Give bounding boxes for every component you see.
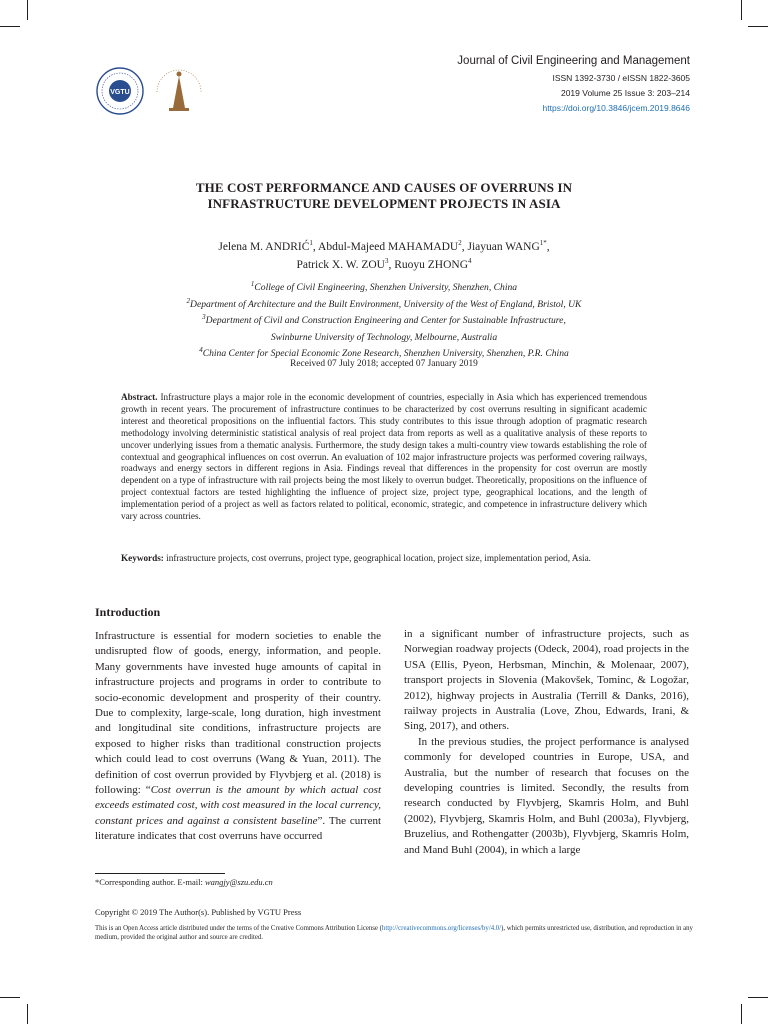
affiliation-sup: 2 [186, 296, 191, 305]
author-name: Abdul-Majeed MAHAMADU [318, 240, 459, 253]
license-pre: This is an Open Access article distributed under the terms of the Creative Commons Attribution License ( [95, 925, 382, 932]
title-line-2: INFRASTRUCTURE DEVELOPMENT PROJECTS IN ASIA [207, 196, 561, 211]
authors-line-2 [0, 254, 768, 272]
crop-mark [0, 997, 20, 998]
affiliation-text: College of Civil Engineering, Shenzhen University, Shenzhen, China [254, 282, 518, 294]
academy-logo [151, 64, 207, 120]
body-paragraph: in a significant number of infrastructure projects, such as Norwegian roadway projects (Odeck, 2004), road projects in the USA (Ellis, Pyeon, Herbsman, Minchin, & Molenaar, 2007), transport projects in Slovenia (Makovšek, Tominc, & Logožar, 2012), highway projects in Australia (Terrill & Danks, 2016), railway projects in Australia (Love, Zhou, Edwards, Irani, & Sing, 2017), and others. [404, 628, 689, 733]
author-affil-sup: 2 [458, 239, 462, 247]
license-link[interactable]: http://creativecommons.org/licenses/by/4.0/ [381, 925, 502, 932]
affiliation-sup: 4 [199, 346, 203, 355]
affiliation [0, 295, 768, 312]
corresponding-label: *Corresponding author. E-mail: [95, 877, 203, 887]
author-name: Ruoyu ZHONG [394, 258, 469, 271]
affiliation-text: Department of Architecture and the Built Environment, University of the West of England, Bristol, UK [190, 298, 582, 310]
crop-mark [27, 0, 28, 20]
received-dates: Received 07 July 2018; accepted 07 January 2019 [290, 359, 478, 369]
authors-line-1 [0, 236, 768, 254]
crop-mark [748, 26, 768, 27]
author-name: Patrick X. W. ZOU [296, 258, 385, 271]
corresponding-email[interactable]: wangjy@szu.edu.cn [205, 877, 273, 887]
paper-title [0, 180, 768, 212]
abstract [121, 392, 647, 523]
affiliation [0, 311, 768, 328]
doi-link[interactable]: https://doi.org/10.3846/jcem.2019.8646 [542, 103, 690, 113]
affiliation-text: Swinburne University of Technology, Melbourne, Australia [270, 331, 498, 343]
affiliation-sup: 1 [250, 280, 255, 288]
author-sep: , [312, 240, 319, 253]
body-column-right [404, 627, 689, 858]
crop-mark [748, 997, 768, 998]
author-sep: , [388, 258, 395, 271]
crop-mark [741, 0, 742, 20]
license-post: ), which permits unrestricted use, distribution, and reproduction in any medium, provided the original author and source are credited. [95, 925, 693, 941]
keywords [121, 553, 647, 565]
footnote-rule [95, 873, 225, 874]
author-affil-sup: 1 [309, 239, 313, 247]
author-name: Jelena M. ANDRIĆ [218, 240, 310, 253]
section-heading: Introduction [95, 605, 161, 619]
author-list [0, 236, 768, 272]
author-sep: , [461, 240, 468, 253]
body-column-left [95, 629, 381, 845]
body-paragraph: In the previous studies, the project performance is analysed commonly for developed countries in Europe, USA, and Australia, but the number of research that focuses on the developing countries is limited. Secondly, the results from research conducted by Flyvbjerg, Skamris Holm, and Buhl (2002), Flyvbjerg, Skamris Holm, and Buhl (2003a), Flyvbjerg, Bruzelius, and Rothengatter (2003b), Flyvbjerg, Skamris Holm, and Mand Buhl (2004), in which a large [404, 735, 689, 856]
abstract-label: Abstract. [121, 392, 158, 402]
copyright-line: Copyright © 2019 The Author(s). Published by VGTU Press [95, 907, 302, 917]
body-text: Infrastructure is essential for modern societies to enable the undisrupted flow of goods, energy, information, and people. Many governments have invested huge amounts of capital in infrastructure projects and programs in order to contribute to socio-economic development and prosperity of their country. Due to complexity, large-scale, long duration, high investment and longitudinal site conditions, infrastructure projects are exposed to higher risks than traditional construction projects which could lead to cost overruns (Wang & Yuan, 2011). The definition of cost overrun provided by Flyvbjerg et al. (2018) is following: “ [95, 630, 381, 797]
title-line-1: THE COST PERFORMANCE AND CAUSES OF OVERRUNS IN [195, 180, 573, 195]
journal-volume: 2019 Volume 25 Issue 3: 203–214 [560, 88, 690, 98]
author-affil-sup: 4 [468, 256, 472, 265]
abstract-text: Infrastructure plays a major role in the economic development of countries, especially in Asia which has experienced tremendous growth in recent years. The procurement of infrastructure continues to be characterized by cost overruns resulting in significant academic interest and theoretical propositions on the influential factors. This study contributes to this issue through adoption of pragmatic research methodology involving deterministic statistical analysis of real project data from reports as well as a qualitative analysis of these reports to uncover underlying issues from a thematic analysis. Furthermore, the study design takes a multi-country view towards establishing the role of contextual and geographical influences on cost overrun. An evaluation of 102 major infrastructure projects was performed covering railways, roadways and energy sectors in different regions in Asia. Findings reveal that differences in the propensity for cost overrun are mostly dependent on a type of infrastructure with rail projects being the most likely to overrun budget. Theoretically, propositions on the influence of project contextual factors are tested highlighting the influence of project size, project type, geographical locations, and the length of implementation period of a project as well as factors related to political, economic, strategic, and competence in infrastructure delivery which vary across countries. [121, 392, 648, 522]
affiliation-text: Department of Civil and Construction Engineering and Center for Sustainable Infrastructure, [205, 315, 566, 327]
corresponding-footnote [95, 877, 273, 887]
affiliation [0, 278, 768, 295]
affiliation [0, 328, 768, 345]
author-sep: , [546, 240, 550, 253]
keywords-text: infrastructure projects, cost overruns, project type, geographical location, project size, implementation period, Asia. [166, 553, 591, 563]
body-text: ”. The current literature indicates that cost overruns have occurred [95, 814, 382, 843]
vgtu-logo [95, 66, 145, 116]
journal-header [457, 55, 690, 113]
journal-name: Journal of Civil Engineering and Management [457, 55, 690, 67]
vgtu-logo-text: VGTU [110, 89, 130, 96]
affiliations [0, 278, 768, 361]
journal-issn: ISSN 1392-3730 / eISSN 1822-3605 [552, 73, 690, 83]
author-affil-sup: 1* [539, 239, 547, 247]
affiliation-sup: 3 [202, 313, 206, 322]
keywords-label: Keywords: [121, 553, 164, 563]
crop-mark [27, 1004, 28, 1024]
crop-mark [741, 1004, 742, 1024]
author-name: Jiayuan WANG [467, 240, 540, 253]
definition-quote: Cost overrun is the amount by which actual cost exceeds estimated cost, with cost measured in the local currency, constant prices and against a consistent baseline [95, 784, 382, 827]
crop-mark [0, 26, 20, 27]
affiliation-text: China Center for Special Economic Zone Research, Shenzhen University, Shenzhen, P.R. China [202, 348, 569, 360]
author-affil-sup: 3 [384, 256, 389, 265]
license-text [95, 925, 695, 942]
